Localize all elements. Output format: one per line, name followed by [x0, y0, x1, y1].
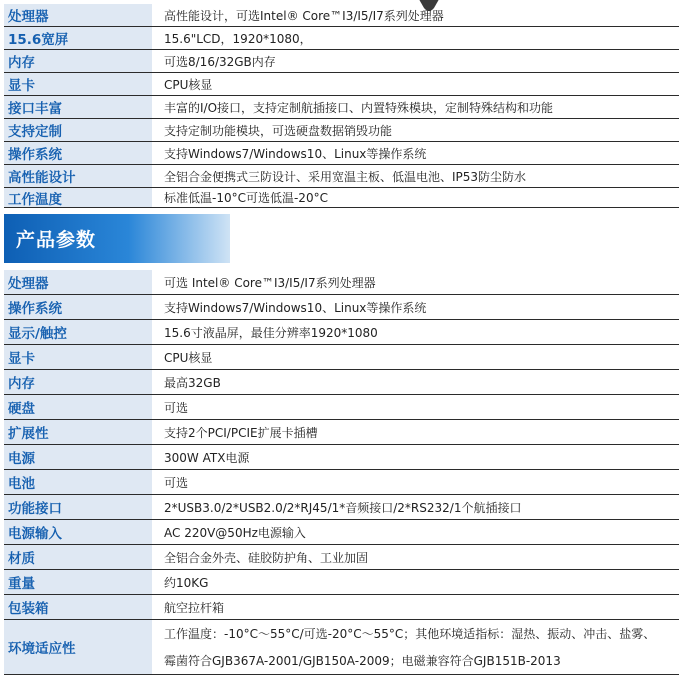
feature-label: 内存: [4, 50, 152, 72]
spec-row-gpu: [4, 345, 679, 370]
env-line-1: 工作温度：-10°C～55°C/可选-20°C～55°C；其他环境适指标：湿热、振动、冲击、盐雾、: [164, 627, 656, 641]
feature-value: 高性能设计，可选Intel® Core™I3/I5/I7系列处理器: [164, 8, 444, 23]
feature-row-memory: [4, 50, 679, 73]
spec-label: 环境适应性: [4, 620, 152, 674]
spec-value: 可选: [164, 400, 189, 415]
spec-row-expansion: [4, 420, 679, 445]
spec-value: AC 220V@50Hz电源输入: [164, 525, 306, 540]
feature-row-custom: [4, 119, 679, 142]
spec-value: 300W ATX电源: [164, 450, 250, 465]
env-line-2: 霉菌符合GJB367A-2001/GJB150A-2009；电磁兼容符合GJB151B-2013: [164, 654, 561, 668]
spec-value: 航空拉杆箱: [164, 600, 225, 615]
feature-row-design: [4, 165, 679, 188]
spec-label: 显示/触控: [4, 320, 152, 344]
spec-row-os: [4, 295, 679, 320]
spec-row-power-input: [4, 520, 679, 545]
feature-value: CPU核显: [164, 77, 213, 92]
spec-value: 可选 Intel® Core™I3/I5/I7系列处理器: [164, 275, 376, 290]
feature-label: 15.6宽屏: [4, 27, 152, 49]
spec-label: 显卡: [4, 345, 152, 369]
feature-value: 全铝合金便携式三防设计、采用宽温主板、低温电池、IP53防尘防水: [164, 169, 527, 184]
spec-value: [164, 620, 675, 674]
spec-label: 电池: [4, 470, 152, 494]
feature-value: 支持Windows7/Windows10、Linux等操作系统: [164, 146, 427, 161]
feature-label: 接口丰富: [4, 96, 152, 118]
spec-label: 电源输入: [4, 520, 152, 544]
spec-row-power: [4, 445, 679, 470]
feature-row-gpu: [4, 73, 679, 96]
spec-row-display: [4, 320, 679, 345]
spec-label: 硬盘: [4, 395, 152, 419]
spec-label: 功能接口: [4, 495, 152, 519]
spec-row-battery: [4, 470, 679, 495]
spec-value: 约10KG: [164, 575, 209, 590]
section-banner: [4, 214, 230, 263]
spec-value: CPU核显: [164, 350, 213, 365]
feature-row-temperature: [4, 188, 679, 208]
spec-row-ports: [4, 495, 679, 520]
spec-row-memory: [4, 370, 679, 395]
spec-row-environment: [4, 620, 679, 675]
feature-row-interfaces: [4, 96, 679, 119]
feature-label: 工作温度: [4, 188, 152, 207]
feature-value: 丰富的I/O接口，支持定制航插接口、内置特殊模块，定制特殊结构和功能: [164, 100, 554, 115]
spec-row-packaging: [4, 595, 679, 620]
spec-value: 最高32GB: [164, 375, 221, 390]
spec-row-cpu: [4, 270, 679, 295]
spec-label: 内存: [4, 370, 152, 394]
feature-value: 15.6"LCD，1920*1080，: [164, 31, 312, 46]
spec-label: 处理器: [4, 270, 152, 294]
feature-label: 支持定制: [4, 119, 152, 141]
spec-row-storage: [4, 395, 679, 420]
spec-row-material: [4, 545, 679, 570]
spec-value: 全铝合金外壳、硅胶防护角、工业加固: [164, 550, 369, 565]
spec-label: 电源: [4, 445, 152, 469]
spec-value: 2*USB3.0/2*USB2.0/2*RJ45/1*音频接口/2*RS232/1个航插接口: [164, 500, 522, 515]
section-title: 产品参数: [16, 229, 97, 251]
spec-label: 操作系统: [4, 295, 152, 319]
feature-label: 处理器: [4, 4, 152, 26]
feature-value: 支持定制功能模块，可选硬盘数据销毁功能: [164, 123, 393, 138]
feature-row-screen: [4, 27, 679, 50]
spec-value: 可选: [164, 475, 189, 490]
feature-value: 可选8/16/32GB内存: [164, 54, 276, 69]
feature-row-cpu: [4, 4, 679, 27]
spec-label: 扩展性: [4, 420, 152, 444]
spec-value: 支持Windows7/Windows10、Linux等操作系统: [164, 300, 427, 315]
spec-value: 支持2个PCI/PCIE扩展卡插槽: [164, 425, 318, 440]
spec-row-weight: [4, 570, 679, 595]
spec-label: 包装箱: [4, 595, 152, 619]
feature-value: 标准低温-10°C可选低温-20°C: [164, 191, 328, 205]
feature-label: 操作系统: [4, 142, 152, 164]
feature-row-os: [4, 142, 679, 165]
spec-value: 15.6寸液晶屏，最佳分辨率1920*1080: [164, 325, 378, 340]
spec-label: 材质: [4, 545, 152, 569]
spec-label: 重量: [4, 570, 152, 594]
feature-label: 显卡: [4, 73, 152, 95]
feature-label: 高性能设计: [4, 165, 152, 187]
